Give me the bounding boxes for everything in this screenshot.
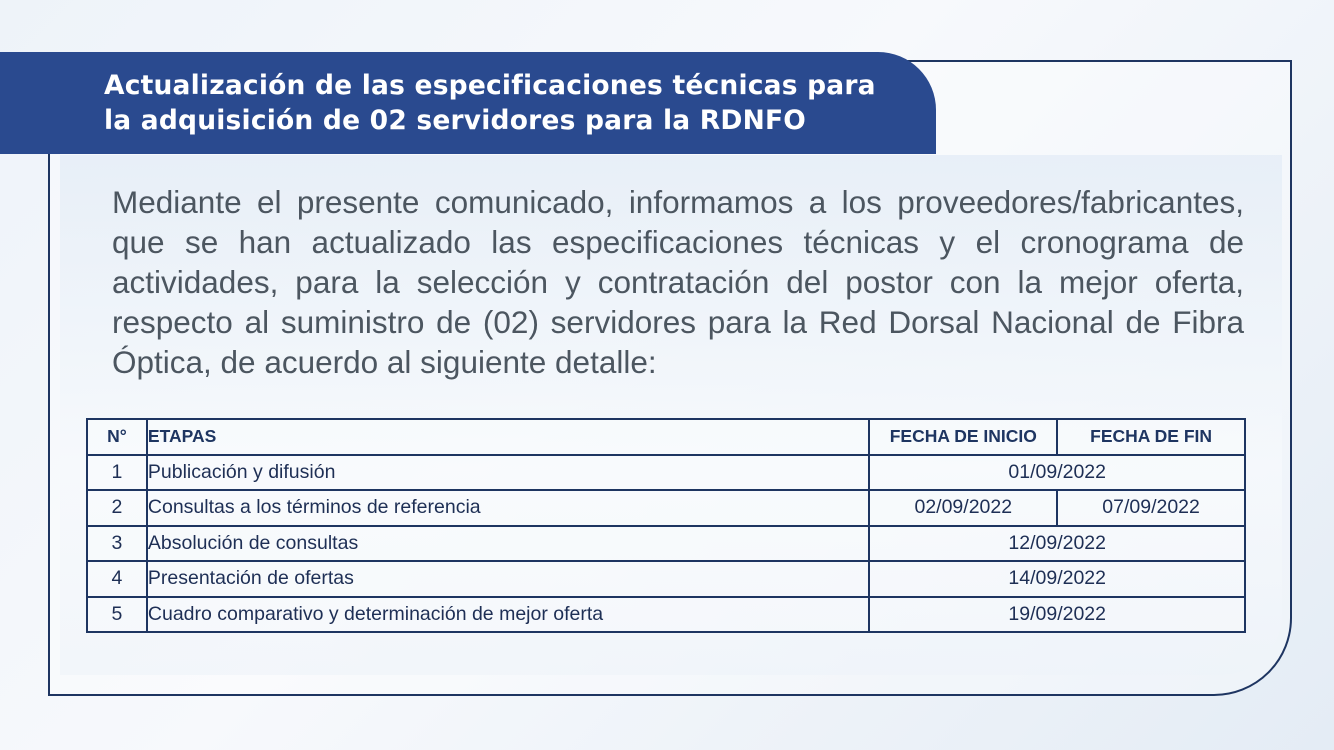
row-etapa: Cuadro comparativo y determinación de mejor oferta	[147, 597, 870, 633]
row-fecha: 01/09/2022	[869, 455, 1245, 491]
table-row	[87, 561, 1245, 597]
row-num: 4	[87, 561, 147, 597]
header-fecha-inicio: FECHA DE INICIO	[869, 419, 1057, 455]
schedule-table	[86, 418, 1246, 633]
header-num: N°	[87, 419, 147, 455]
table-row	[87, 597, 1245, 633]
row-etapa: Publicación y difusión	[147, 455, 870, 491]
table-header-row	[87, 419, 1245, 455]
title-line-2: la adquisición de 02 servidores para la RDNFO	[104, 105, 806, 136]
title-line-1: Actualización de las especificaciones técnicas para	[104, 70, 876, 101]
announcement-paragraph: Mediante el presente comunicado, informamos a los proveedores/fabricantes, que se han actualizado las especificaciones técnicas y el cronograma de actividades, para la selección y contratación del postor con la mejor oferta, respecto al suministro de (02) servidores para la Red Dorsal Nacional de Fibra Óptica, de acuerdo al siguiente detalle:	[112, 184, 1244, 380]
row-fecha: 19/09/2022	[869, 597, 1245, 633]
row-num: 1	[87, 455, 147, 491]
row-etapa: Consultas a los términos de referencia	[147, 490, 870, 526]
row-etapa: Presentación de ofertas	[147, 561, 870, 597]
row-fecha: 14/09/2022	[869, 561, 1245, 597]
row-num: 3	[87, 526, 147, 562]
row-num: 5	[87, 597, 147, 633]
table-row	[87, 455, 1245, 491]
row-fecha: 12/09/2022	[869, 526, 1245, 562]
row-fecha-fin: 07/09/2022	[1057, 490, 1245, 526]
row-etapa: Absolución de consultas	[147, 526, 870, 562]
header-fecha-fin: FECHA DE FIN	[1057, 419, 1245, 455]
table-row	[87, 526, 1245, 562]
page-title	[104, 68, 904, 138]
row-fecha-inicio: 02/09/2022	[869, 490, 1057, 526]
row-num: 2	[87, 490, 147, 526]
table-row	[87, 490, 1245, 526]
header-etapas: ETAPAS	[147, 419, 870, 455]
